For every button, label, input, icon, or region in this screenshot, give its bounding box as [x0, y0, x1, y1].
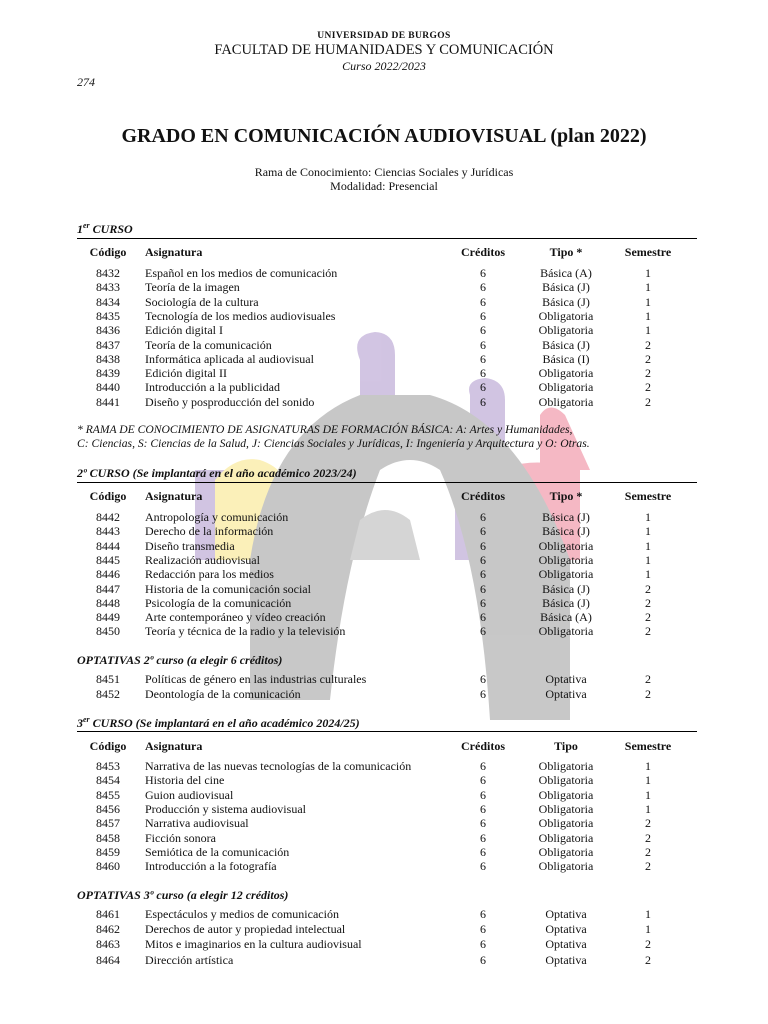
subject-name: Narrativa audiovisual: [145, 816, 249, 831]
subject-name: Historia de la comunicación social: [145, 581, 311, 596]
subject-credits: 6: [480, 859, 486, 874]
section-title-ordinal: er: [83, 715, 90, 724]
subject-code: 8437: [96, 337, 120, 352]
degree-title: GRADO EN COMUNICACIÓN AUDIOVISUAL (plan 2022): [121, 125, 647, 147]
subject-credits: 6: [480, 922, 486, 937]
subject-type: Obligatoria: [538, 787, 594, 802]
subject-code: 8459: [96, 844, 120, 859]
subject-credits: 6: [480, 581, 486, 596]
university-name: UNIVERSIDAD DE BURGOS: [317, 31, 451, 41]
subject-type: Obligatoria: [538, 830, 594, 845]
faculty-name: FACULTAD DE HUMANIDADES Y COMUNICACIÓN: [214, 42, 554, 58]
subject-semester: 1: [645, 323, 651, 338]
table-row: [0, 539, 768, 553]
table-row: [0, 953, 768, 967]
subject-credits: 6: [480, 266, 486, 280]
subject-semester: 1: [645, 266, 651, 280]
footnote-line: * RAMA DE CONOCIMIENTO DE ASIGNATURAS DE FORMACIÓN BÁSICA: A: Artes y Humanidades,: [77, 423, 573, 436]
subject-name: Redacción para los medios: [145, 567, 274, 582]
subject-credits: 6: [480, 567, 486, 582]
subject-name: Ficción sonora: [145, 830, 216, 845]
modality: Modalidad: Presencial: [330, 179, 438, 193]
subject-code: 8463: [96, 937, 120, 952]
subject-name: Teoría de la comunicación: [145, 337, 272, 352]
subject-code: 8432: [96, 266, 120, 280]
subject-name: Edición digital I: [145, 323, 223, 338]
subject-code: 8448: [96, 595, 120, 610]
subject-semester: 2: [645, 859, 651, 874]
table-header: [0, 245, 768, 259]
subject-semester: 2: [645, 366, 651, 381]
column-header-subject: Asignatura: [145, 739, 203, 753]
table-row: [0, 280, 768, 294]
subject-name: Realización audiovisual: [145, 552, 260, 567]
knowledge-branch: Rama de Conocimiento: Ciencias Sociales y Jurídicas: [254, 165, 514, 179]
subject-name: Arte contemporáneo y vídeo creación: [145, 610, 326, 625]
table-row: [0, 802, 768, 816]
subject-type: Básica (J): [542, 595, 590, 610]
subject-credits: 6: [480, 686, 486, 701]
subject-type: Obligatoria: [538, 380, 594, 395]
subject-type: Obligatoria: [538, 844, 594, 859]
subject-semester: 2: [645, 394, 651, 409]
subject-semester: 2: [645, 686, 651, 701]
subject-semester: 2: [645, 595, 651, 610]
subject-type: Optativa: [545, 922, 587, 937]
subject-semester: 2: [645, 816, 651, 831]
subject-credits: 6: [480, 394, 486, 409]
table-row: [0, 788, 768, 802]
table-row: [0, 338, 768, 352]
table-row: [0, 567, 768, 581]
subject-name: Edición digital II: [145, 366, 227, 381]
subject-code: 8447: [96, 581, 120, 596]
subject-name: Tecnología de los medios audiovisuales: [145, 308, 336, 323]
subject-semester: 1: [645, 552, 651, 567]
subject-semester: 2: [645, 351, 651, 366]
table-row: [0, 907, 768, 921]
subject-code: 8452: [96, 686, 120, 701]
subject-semester: 2: [645, 672, 651, 686]
subject-code: 8453: [96, 759, 120, 773]
subject-code: 8435: [96, 308, 120, 323]
subject-type: Básica (A): [540, 610, 592, 625]
subject-code: 8434: [96, 294, 120, 309]
subject-semester: 1: [645, 801, 651, 816]
subject-type: Obligatoria: [538, 394, 594, 409]
subject-semester: 1: [645, 773, 651, 788]
subject-credits: 6: [480, 294, 486, 309]
table-row: [0, 672, 768, 686]
column-header-type: Tipo *: [549, 489, 583, 503]
subject-name: Informática aplicada al audiovisual: [145, 351, 314, 366]
section-title-text: CURSO: [89, 222, 133, 236]
subject-code: 8445: [96, 552, 120, 567]
subject-type: Obligatoria: [538, 323, 594, 338]
section-rule: [77, 482, 697, 483]
subject-semester: 1: [645, 308, 651, 323]
section-title-year2: 2º CURSO (Se implantará en el año académico 2023/24): [77, 466, 357, 480]
subject-semester: 2: [645, 844, 651, 859]
column-header-credits: Créditos: [461, 489, 505, 503]
subject-type: Obligatoria: [538, 538, 594, 553]
optional-title-year3: OPTATIVAS 3º curso (a elegir 12 créditos): [77, 888, 289, 902]
subject-semester: 2: [645, 337, 651, 352]
section-title-number: 1: [77, 222, 83, 236]
subject-type: Optativa: [545, 686, 587, 701]
table-row: [0, 510, 768, 524]
subject-code: 8451: [96, 672, 120, 686]
subject-code: 8457: [96, 816, 120, 831]
subject-code: 8442: [96, 510, 120, 524]
table-row: [0, 922, 768, 936]
table-row: [0, 582, 768, 596]
page-number: 274: [77, 75, 95, 89]
table-row: [0, 596, 768, 610]
subject-code: 8446: [96, 567, 120, 582]
subject-credits: 6: [480, 552, 486, 567]
subject-name: Deontología de la comunicación: [145, 686, 301, 701]
subject-code: 8461: [96, 907, 120, 921]
subject-type: Básica (J): [542, 280, 590, 295]
subject-type: Obligatoria: [538, 552, 594, 567]
subject-semester: 1: [645, 907, 651, 921]
subject-type: Optativa: [545, 907, 587, 921]
subject-name: Dirección artística: [145, 952, 234, 967]
subject-code: 8450: [96, 624, 120, 639]
table-row: [0, 610, 768, 624]
column-header-credits: Créditos: [461, 245, 505, 259]
table-row: [0, 395, 768, 409]
subject-code: 8458: [96, 830, 120, 845]
table-row: [0, 380, 768, 394]
column-header-code: Código: [89, 739, 127, 753]
footnote-line: C: Ciencias, S: Ciencias de la Salud, J: Ciencias Sociales y Jurídicas, I: Ingeniería y Arquitectura y O: Otras.: [77, 437, 590, 450]
subject-name: Diseño y posproducción del sonido: [145, 394, 315, 409]
subject-semester: 1: [645, 922, 651, 937]
subject-semester: 2: [645, 624, 651, 639]
table-row: [0, 937, 768, 951]
course-year: Curso 2022/2023: [342, 59, 426, 73]
subject-name: Español en los medios de comunicación: [145, 266, 338, 280]
column-header-credits: Créditos: [461, 739, 505, 753]
subject-name: Introducción a la publicidad: [145, 380, 280, 395]
column-header-semester: Semestre: [624, 245, 672, 259]
subject-credits: 6: [480, 510, 486, 524]
table-row: [0, 687, 768, 701]
subject-semester: 1: [645, 280, 651, 295]
subject-credits: 6: [480, 937, 486, 952]
subject-credits: 6: [480, 844, 486, 859]
section-rule: [77, 238, 697, 239]
subject-credits: 6: [480, 672, 486, 686]
subject-semester: 1: [645, 510, 651, 524]
table-row: [0, 845, 768, 859]
subject-name: Historia del cine: [145, 773, 225, 788]
subject-credits: 6: [480, 538, 486, 553]
subject-code: 8462: [96, 922, 120, 937]
column-header-code: Código: [89, 245, 127, 259]
subject-type: Básica (J): [542, 510, 590, 524]
subject-semester: 2: [645, 610, 651, 625]
table-header: [0, 489, 768, 503]
subject-credits: 6: [480, 816, 486, 831]
subject-type: Obligatoria: [538, 801, 594, 816]
table-row: [0, 816, 768, 830]
subject-type: Básica (J): [542, 337, 590, 352]
subject-semester: 2: [645, 581, 651, 596]
subject-semester: 1: [645, 759, 651, 773]
column-header-subject: Asignatura: [145, 245, 203, 259]
subject-semester: 2: [645, 937, 651, 952]
table-row: [0, 366, 768, 380]
subject-credits: 6: [480, 907, 486, 921]
column-header-type: Tipo: [554, 739, 578, 753]
subject-credits: 6: [480, 524, 486, 539]
subject-code: 8441: [96, 394, 120, 409]
subject-semester: 2: [645, 952, 651, 967]
subject-name: Producción y sistema audiovisual: [145, 801, 306, 816]
subject-credits: 6: [480, 280, 486, 295]
table-row: [0, 295, 768, 309]
table-row: [0, 624, 768, 638]
subject-credits: 6: [480, 380, 486, 395]
subject-credits: 6: [480, 952, 486, 967]
subject-type: Básica (I): [542, 351, 590, 366]
section-title-ordinal: er: [83, 221, 90, 230]
subject-name: Políticas de género en las industrias culturales: [145, 672, 367, 686]
subject-type: Obligatoria: [538, 567, 594, 582]
section-title-year3: [77, 715, 360, 731]
subject-name: Sociología de la cultura: [145, 294, 259, 309]
subject-semester: 1: [645, 787, 651, 802]
table-row: [0, 309, 768, 323]
table-row: [0, 323, 768, 337]
subject-name: Guion audiovisual: [145, 787, 234, 802]
subject-code: 8438: [96, 351, 120, 366]
subject-credits: 6: [480, 610, 486, 625]
subject-code: 8440: [96, 380, 120, 395]
subject-code: 8460: [96, 859, 120, 874]
subject-code: 8456: [96, 801, 120, 816]
subject-credits: 6: [480, 801, 486, 816]
table-row: [0, 352, 768, 366]
subject-name: Antropología y comunicación: [145, 510, 289, 524]
table-row: [0, 759, 768, 773]
subject-code: 8443: [96, 524, 120, 539]
subject-type: Obligatoria: [538, 308, 594, 323]
subject-credits: 6: [480, 323, 486, 338]
subject-credits: 6: [480, 351, 486, 366]
subject-credits: 6: [480, 337, 486, 352]
subject-semester: 2: [645, 380, 651, 395]
subject-semester: 1: [645, 567, 651, 582]
table-header: [0, 739, 768, 753]
column-header-code: Código: [89, 489, 127, 503]
subject-type: Obligatoria: [538, 759, 594, 773]
subject-credits: 6: [480, 308, 486, 323]
subject-semester: 1: [645, 524, 651, 539]
subject-code: 8433: [96, 280, 120, 295]
subject-name: Teoría y técnica de la radio y la televisión: [145, 624, 346, 639]
subject-code: 8454: [96, 773, 120, 788]
subject-code: 8464: [96, 952, 120, 967]
subject-name: Psicología de la comunicación: [145, 595, 292, 610]
subject-semester: 1: [645, 538, 651, 553]
table-row: [0, 524, 768, 538]
section-title-year1: [77, 221, 133, 237]
subject-name: Derechos de autor y propiedad intelectual: [145, 922, 346, 937]
subject-credits: 6: [480, 366, 486, 381]
subject-type: Obligatoria: [538, 366, 594, 381]
subject-name: Espectáculos y medios de comunicación: [145, 907, 339, 921]
column-header-subject: Asignatura: [145, 489, 203, 503]
subject-semester: 1: [645, 294, 651, 309]
section-title-text: CURSO (Se implantará en el año académico 2024/25): [89, 716, 360, 730]
subject-type: Optativa: [545, 952, 587, 967]
subject-name: Semiótica de la comunicación: [145, 844, 290, 859]
subject-credits: 6: [480, 624, 486, 639]
column-header-semester: Semestre: [624, 489, 672, 503]
subject-type: Básica (J): [542, 294, 590, 309]
subject-name: Mitos e imaginarios en la cultura audiovisual: [145, 937, 362, 952]
subject-type: Obligatoria: [538, 624, 594, 639]
table-row: [0, 859, 768, 873]
subject-code: 8449: [96, 610, 120, 625]
subject-code: 8444: [96, 538, 120, 553]
subject-name: Introducción a la fotografía: [145, 859, 277, 874]
subject-name: Derecho de la información: [145, 524, 274, 539]
optional-title-year2: OPTATIVAS 2º curso (a elegir 6 créditos): [77, 653, 283, 667]
subject-credits: 6: [480, 595, 486, 610]
subject-credits: 6: [480, 773, 486, 788]
subject-code: 8439: [96, 366, 120, 381]
table-row: [0, 831, 768, 845]
subject-type: Básica (A): [540, 266, 592, 280]
subject-code: 8436: [96, 323, 120, 338]
subject-credits: 6: [480, 830, 486, 845]
subject-name: Teoría de la imagen: [145, 280, 240, 295]
subject-credits: 6: [480, 759, 486, 773]
subject-type: Obligatoria: [538, 773, 594, 788]
section-rule: [77, 731, 697, 732]
subject-name: Diseño transmedia: [145, 538, 235, 553]
subject-credits: 6: [480, 787, 486, 802]
section-title-number: 3: [77, 716, 83, 730]
subject-code: 8455: [96, 787, 120, 802]
subject-type: Obligatoria: [538, 859, 594, 874]
subject-type: Optativa: [545, 672, 587, 686]
subject-name: Narrativa de las nuevas tecnologías de la comunicación: [145, 759, 412, 773]
subject-type: Obligatoria: [538, 816, 594, 831]
subject-type: Básica (J): [542, 581, 590, 596]
subject-semester: 2: [645, 830, 651, 845]
subject-type: Básica (J): [542, 524, 590, 539]
table-row: [0, 553, 768, 567]
column-header-type: Tipo *: [549, 245, 583, 259]
column-header-semester: Semestre: [624, 739, 672, 753]
table-row: [0, 773, 768, 787]
table-row: [0, 266, 768, 280]
subject-type: Optativa: [545, 937, 587, 952]
